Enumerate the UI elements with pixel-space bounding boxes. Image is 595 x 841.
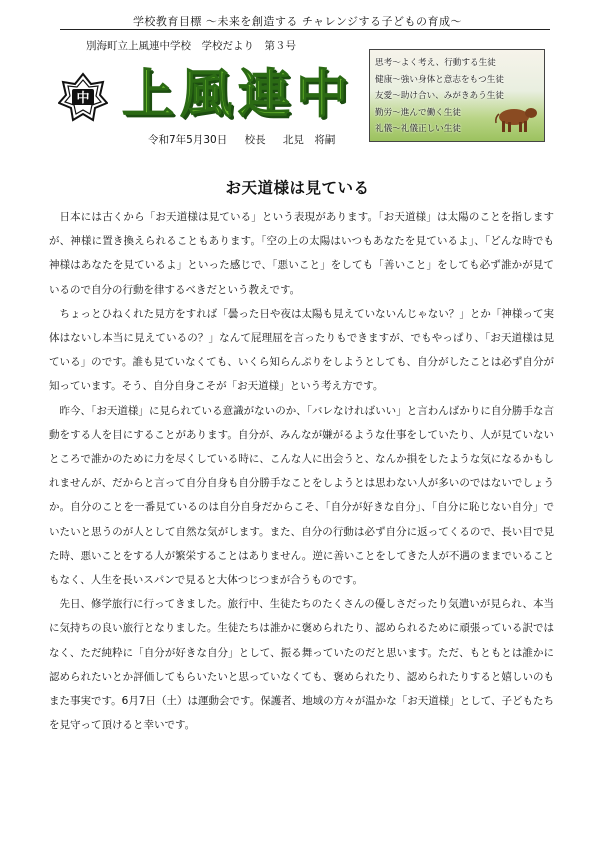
- education-goal: 学校教育目標 ～未来を創造する チャレンジする子どもの育成～: [132, 15, 463, 28]
- article-paragraph: 昨今、「お天道様」に見られている意識がないのか、「バレなければいい」と言わんばかりに自分勝手な言動をする人を目にすることがあります。自分が、みんなが嫌がるような仕事をしていたり、人が見ていないところで誰かのために力を尽くしている時に、こんな人に出会うと、なんか損をしたような気になるかもしれませんが、だからと言って自分自身も自分勝手なことをしようとは思わない人が多いのではないでしょうか。自分のことを一番見ているのは自分自身だからこそ、「自分が好きな自分」、「自分に恥じない自分」でいたいと思うのが人として自然な気がします。また、自分の行動は必ず自分に返ってくるので、長い目で見た時、悪いことをする人が繁栄することはありません。逆に善いことをしてきた人が不遇のままでいることもなく、人生を長いスパンで見ると大体つじつまが合うものです。: [49, 404, 554, 587]
- principal-name: 北見 将嗣: [282, 134, 336, 146]
- article-title: お天道様は見ている: [225, 179, 370, 197]
- goal-item: 思考～よく考え、行動する生徒: [375, 58, 496, 68]
- school-info-line: 別海町立上風連中学校 学校だより 第３号: [86, 40, 296, 52]
- article-paragraph: 日本には古くから「お天道様は見ている」という表現があります。「お天道様」は太陽のことを指しますが、神様に置き換えられることもあります。「空の上の太陽はいつもあなたを見ているよ」、「どんな時でも神様はあなたを見ているよ」といった感じで、「悪いこと」をしても「善いこと」をしても必ず誰かが見ているので自分の行動を律するべきだという教えです。: [49, 211, 554, 296]
- goal-item: 勤労～進んで働く生徒: [375, 107, 461, 118]
- article-paragraph: 先日、修学旅行に行ってきました。旅行中、生徒たちのたくさんの優しさだったり気遣いが見られ、本当に気持ちの良い旅行となりました。生徒たちは誰かに褒められたり、認められるために頑張っている訳ではなく、ただ純粋に「自分が好きな自分」として、振る舞っていたのだと思います。ただ、もともとは誰かに認められたいとか評価してもらいたいと思っていなくても、褒められたり、認められたりすると嬉しいのもまた事実です。6月7日（土）は運動会です。保護者、地域の方々が温かな「お天道様」として、子どもたちを見守って頂けると幸いです。: [49, 598, 554, 732]
- article-paragraph: ちょっとひねくれた見方をすれば「曇った日や夜は太陽も見えていないんじゃない？」とか「神様って実体はないし本当に見えているの？」なんて屁理屈を言ったりもできますが、でもやっぱり、「お天道様は見ている」のです。誰も見ていなくても、いくら知らんぷりをしようとしても、自分がしたことは必ず自分が知っています。そう、自分自身こそが「お天道様」という考え方です。: [49, 307, 554, 393]
- header-divider: [60, 29, 550, 30]
- issue-date: 令和7年5月30日: [148, 134, 228, 146]
- goal-item: 健康～強い身体と意志をもつ生徒: [375, 74, 504, 85]
- school-goals-list: [370, 50, 544, 138]
- school-goals-box: [369, 49, 545, 142]
- goal-item: 友愛～助け合い、みがきあう生徒: [375, 91, 504, 101]
- newsletter-title: 上風連中: [122, 65, 355, 125]
- dateline: [148, 132, 349, 147]
- article-body: [49, 205, 554, 737]
- emblem-char: 中: [76, 91, 90, 106]
- school-emblem-icon: [58, 72, 108, 122]
- goal-item: 礼儀～礼儀正しい生徒: [375, 124, 461, 134]
- principal-role: 校長: [244, 134, 266, 146]
